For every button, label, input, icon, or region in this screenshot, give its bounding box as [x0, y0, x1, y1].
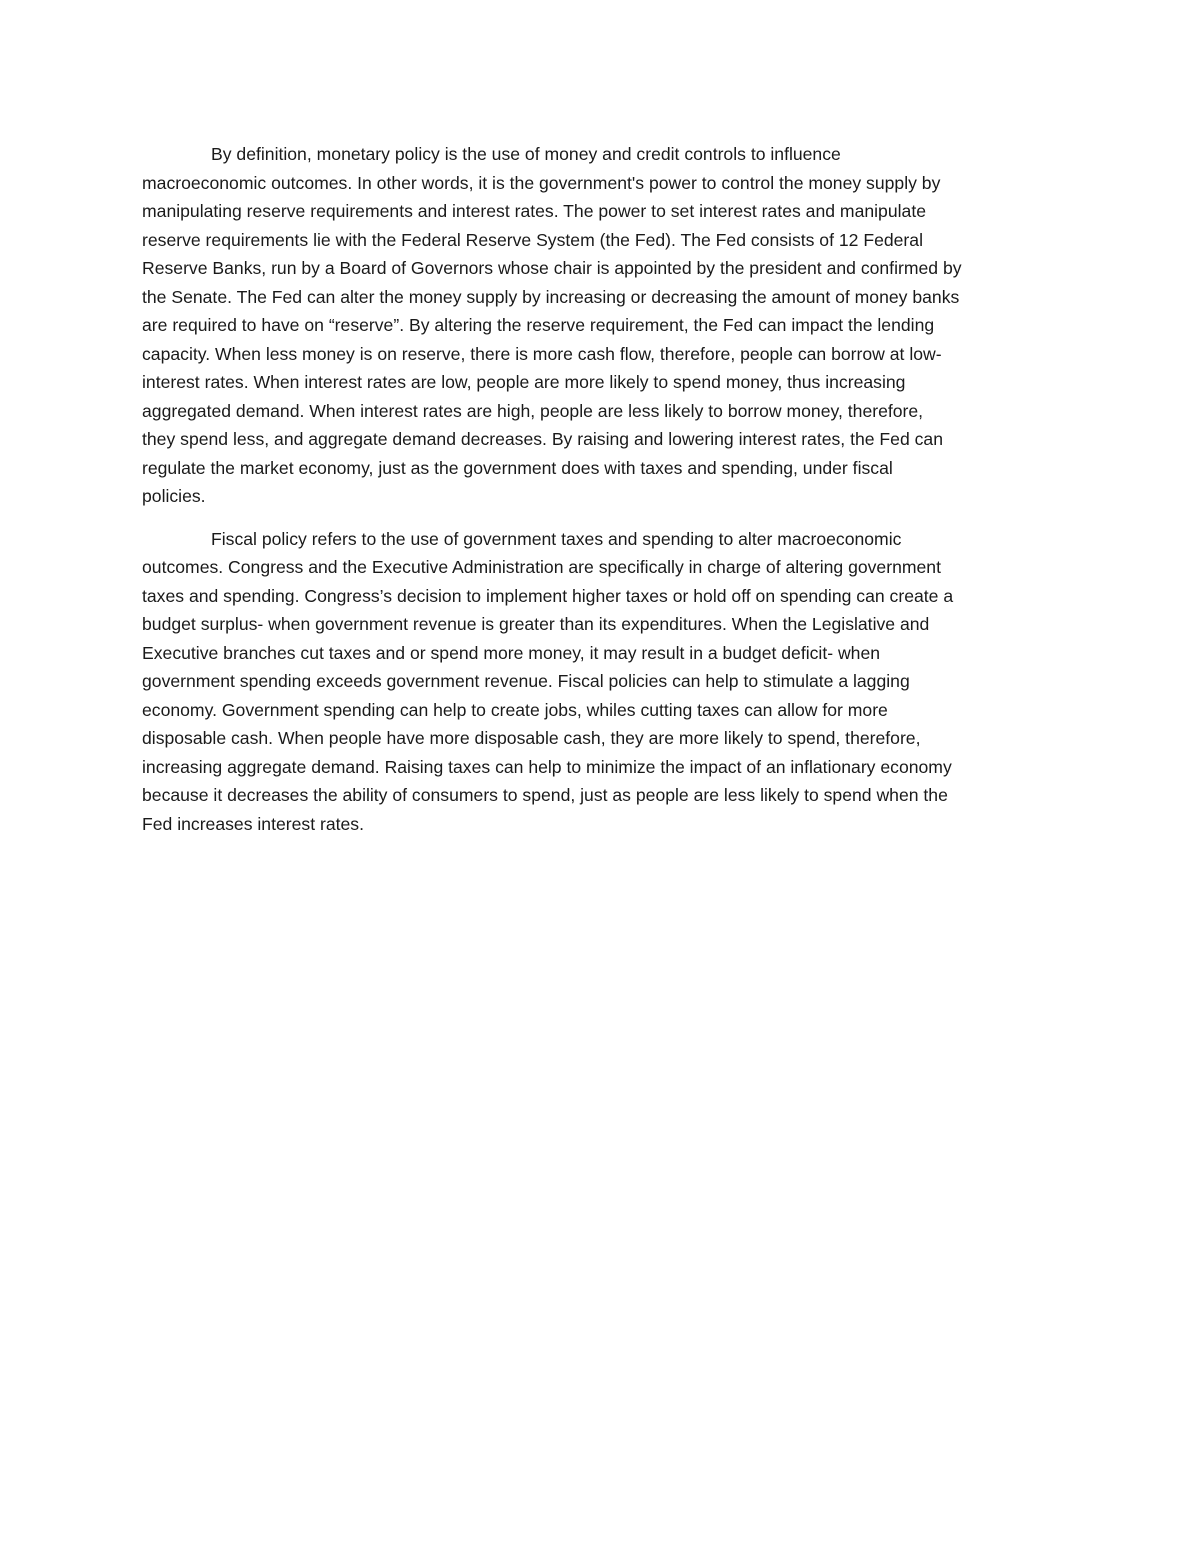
text-line: policies.: [142, 486, 206, 506]
text-line: economy. Government spending can help to create jobs, whiles cutting taxes can allow for more: [142, 699, 888, 720]
paragraph-fiscal-policy: [142, 525, 1054, 839]
text-line: Fed increases interest rates.: [142, 813, 364, 834]
text-line: taxes and spending. Congress’s decision to implement higher taxes or hold off on spending can create a: [142, 585, 954, 606]
text-line: macroeconomic outcomes. In other words, it is the government's power to control the money supply by: [142, 172, 941, 193]
text-line: disposable cash. When people have more disposable cash, they are more likely to spend, therefore,: [142, 728, 921, 748]
text-line: aggregated demand. When interest rates are high, people are less likely to borrow money, therefore,: [142, 400, 924, 421]
text-line: Executive branches cut taxes and or spend more money, it may result in a budget deficit- when: [142, 642, 881, 663]
text-line: because it decreases the ability of consumers to spend, just as people are less likely to spend when the: [142, 785, 948, 805]
text-line: increasing aggregate demand. Raising taxes can help to minimize the impact of an inflationary economy: [142, 756, 952, 777]
paragraph-monetary-policy: [142, 140, 1054, 511]
text-line: reserve requirements lie with the Federal Reserve System (the Fed). The Fed consists of 12 Federal: [142, 229, 923, 250]
text-line: regulate the market economy, just as the government does with taxes and spending, under fiscal: [142, 457, 893, 478]
text-line: By definition, monetary policy is the use of money and credit controls to influence: [211, 144, 841, 164]
text-line: outcomes. Congress and the Executive Administration are specifically in charge of altering government: [142, 557, 941, 577]
text-line: manipulating reserve requirements and interest rates. The power to set interest rates and manipulate: [142, 201, 926, 221]
text-line: government spending exceeds government revenue. Fiscal policies can help to stimulate a lagging: [142, 671, 910, 691]
text-line: they spend less, and aggregate demand decreases. By raising and lowering interest rates, the Fed can: [142, 429, 943, 449]
text-line: interest rates. When interest rates are low, people are more likely to spend money, thus increasing: [142, 372, 906, 392]
text-line: capacity. When less money is on reserve, there is more cash flow, therefore, people can borrow at low-: [142, 343, 942, 364]
text-line: Fiscal policy refers to the use of government taxes and spending to alter macroeconomic: [211, 528, 902, 549]
document-body: [142, 140, 1054, 838]
text-line: are required to have on “reserve”. By altering the reserve requirement, the Fed can impact the lending: [142, 315, 935, 335]
text-line: Reserve Banks, run by a Board of Governors whose chair is appointed by the president and confirmed by: [142, 258, 962, 278]
text-line: budget surplus- when government revenue is greater than its expenditures. When the Legislative and: [142, 614, 930, 634]
text-line: the Senate. The Fed can alter the money supply by increasing or decreasing the amount of money banks: [142, 286, 960, 307]
